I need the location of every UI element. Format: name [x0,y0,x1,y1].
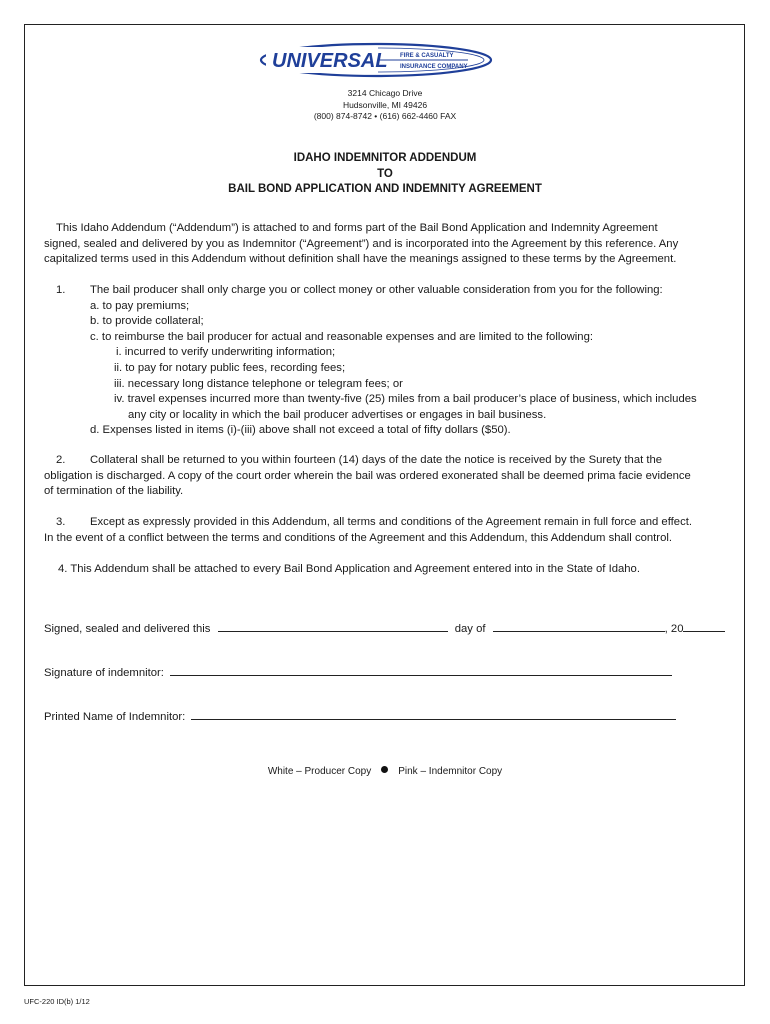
intro-line: This Idaho Addendum (“Addendum”) is attached to and forms part of the Bail Bond Application and Indemnity Agreement [56,222,658,234]
signed-day-field[interactable] [218,621,448,632]
title-line-3: BAIL BOND APPLICATION AND INDEMNITY AGREEMENT [228,183,542,195]
address-phone: (800) 874-8742 • (616) 662-4460 FAX [313,111,457,121]
section-2-line: obligation is discharged. A copy of the court order wherein the bail was ordered exonerated shall be deemed prima facie evidence [44,469,691,482]
address-city: Hudsonville, MI 49426 [342,99,428,110]
white-copy-label: White – Producer Copy [267,766,372,777]
section-1-number: 1. [56,284,66,296]
section-3-line: Except as expressly provided in this Addendum, all terms and conditions of the Agreement remain in full force and effect. [90,516,692,528]
address-street: 3214 Chicago Drive [347,88,423,98]
company-address [0,88,770,123]
bullet-icon [381,766,388,773]
section-3-line: In the event of a conflict between the terms and conditions of the Agreement and this Addendum, this Addendum shall control. [44,531,672,544]
signed-date-row [44,621,725,635]
section-1-item-iv: iv. travel expenses incurred more than twenty-five (25) miles from a bail producer’s place of business, which includes [114,393,697,406]
day-of-label: day of [454,623,486,635]
printed-name-field[interactable] [191,709,676,720]
copy-distribution [0,766,770,777]
section-1-item-iv-continued: any city or locality in which the bail producer advertises or engages in bail business. [128,408,547,421]
section-1-item-a: a. to pay premiums; [90,299,190,312]
section-3 [44,515,692,546]
section-4-text: 4. This Addendum shall be attached to every Bail Bond Application and Agreement entered into in the State of Idaho. [58,563,640,575]
svg-text:UNIVERSAL: UNIVERSAL [272,50,388,72]
title-line-1: IDAHO INDEMNITOR ADDENDUM [293,152,477,164]
signed-label: Signed, sealed and delivered this [44,623,211,635]
year-prefix-label: , 20 [664,623,684,635]
indemnitor-signature-label: Signature of indemnitor: [44,667,164,679]
section-1 [90,283,697,439]
section-1-item-iii: iii. necessary long distance telephone or telegram fees; or [114,377,403,390]
intro-paragraph [44,221,678,268]
signed-year-field[interactable] [683,621,725,632]
indemnitor-signature-field[interactable] [170,665,672,676]
section-1-item-i: i. incurred to verify underwriting information; [116,346,336,359]
intro-line: signed, sealed and delivered by you as Indemnitor (“Agreement”) and is incorporated into the Agreement by this reference. Any [44,237,679,250]
signed-month-field[interactable] [493,621,665,632]
section-1-item-b: b. to provide collateral; [90,315,204,328]
section-2-line: Collateral shall be returned to you within fourteen (14) days of the date the notice is received by the Surety that the [90,454,663,466]
printed-name-row [44,709,676,723]
section-2-line: of termination of the liability. [44,485,184,498]
indemnitor-signature-row [44,665,672,679]
section-2 [44,453,691,500]
svg-text:FIRE & CASUALTY: FIRE & CASUALTY [400,53,454,59]
printed-name-label: Printed Name of Indemnitor: [44,711,186,723]
section-2-number: 2. [56,454,66,466]
section-3-number: 3. [56,516,66,528]
section-1-lead: The bail producer shall only charge you or collect money or other valuable consideration from you for the following: [90,284,663,296]
title-line-2: TO [377,167,393,180]
pink-copy-label: Pink – Indemnitor Copy [398,766,503,777]
form-number: UFC-220 ID(b) 1/12 [24,997,90,1006]
intro-line: capitalized terms used in this Addendum without definition shall have the meanings assigned to these terms by the Agreement. [44,253,677,266]
section-4 [58,562,640,578]
section-1-item-ii: ii. to pay for notary public fees, recording fees; [114,361,346,374]
svg-text:INSURANCE COMPANY: INSURANCE COMPANY [400,64,468,70]
section-1-item-d: d. Expenses listed in items (i)-(iii) above shall not exceed a total of fifty dollars ($50). [90,424,511,437]
section-1-item-c: c. to reimburse the bail producer for actual and reasonable expenses and are limited to the following: [90,330,594,343]
universal-logo [258,40,508,88]
document-title [0,151,770,198]
